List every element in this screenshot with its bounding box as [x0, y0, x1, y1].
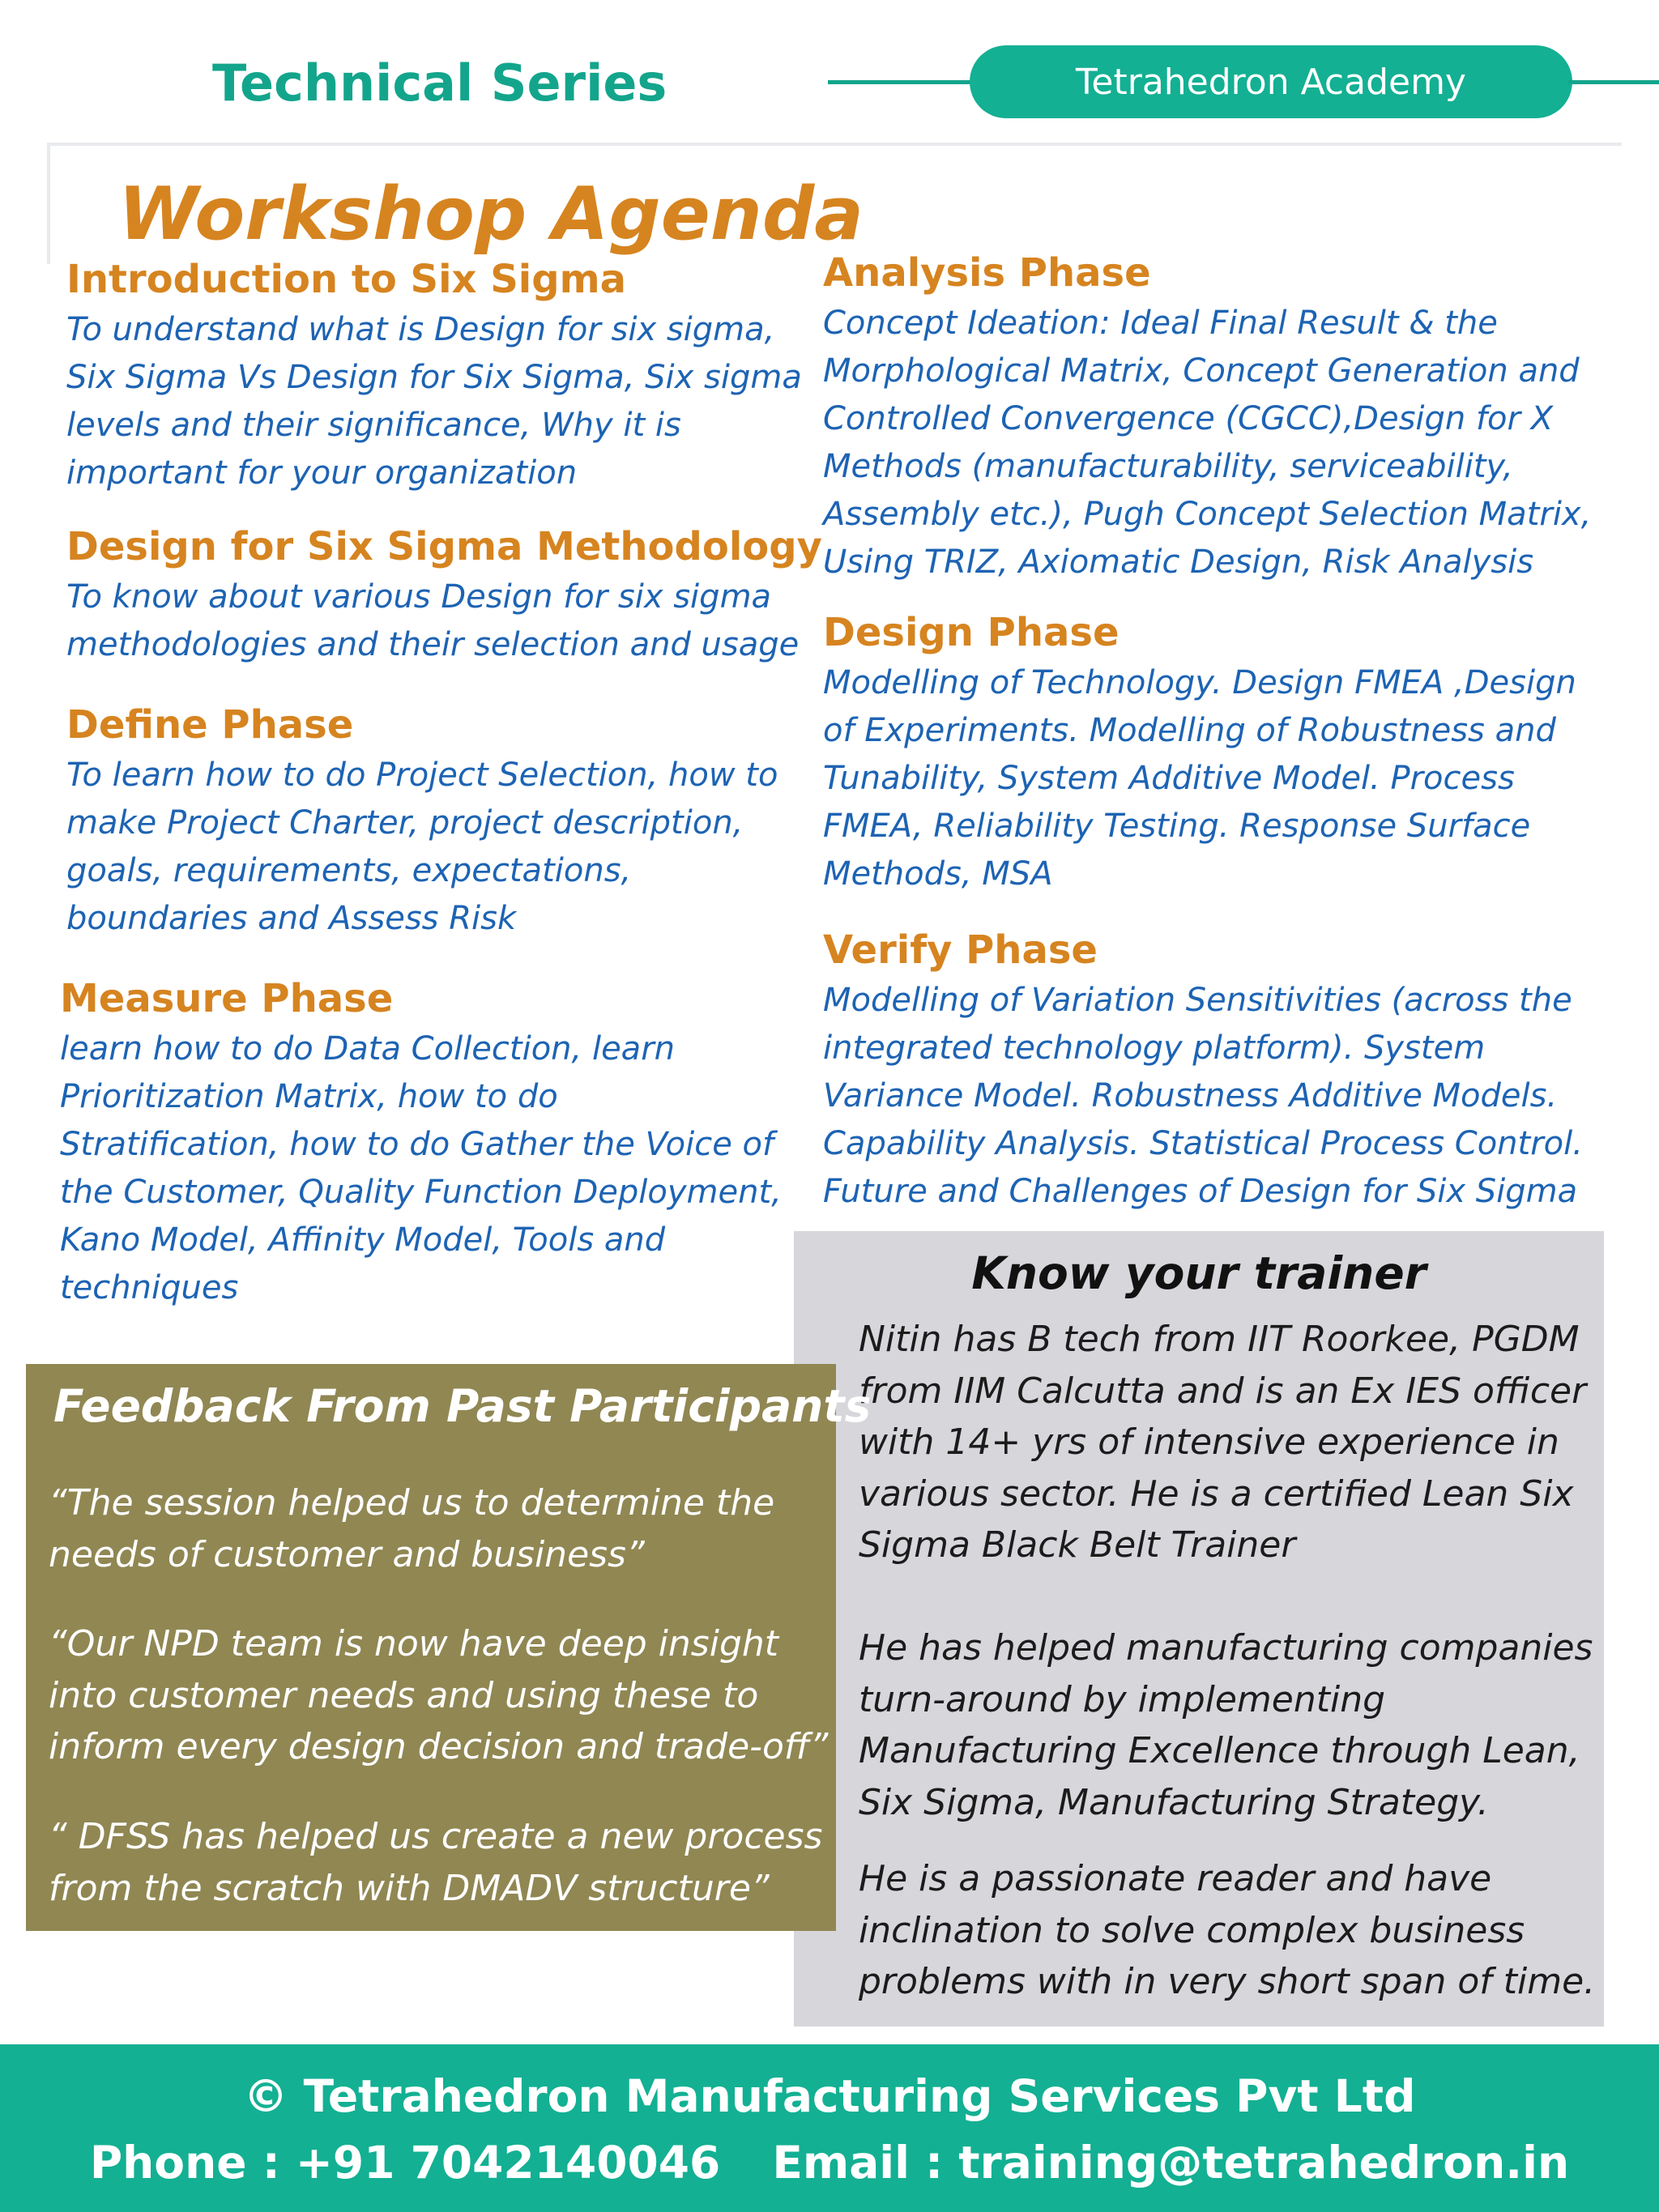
footer-email[interactable]: Email : training@tetrahedron.in	[772, 2137, 1570, 2189]
section-body: Modelling of Technology. Design FMEA ,Design of Experiments. Modelling of Robustness and Tunability, System Additive Model. Process FMEA, Reliability Testing. Response Surface Methods, MSA	[823, 664, 1576, 893]
feedback-panel	[26, 1364, 872, 1931]
feedback-heading: Feedback From Past Participants	[53, 1380, 872, 1432]
section-body: learn how to do Data Collection, learn Prioritization Matrix, how to do Stratification, how to do Gather the Voice of the Customer, Quality Function Deployment, Kano Model, Affinity Model, Tools and techniques	[60, 1030, 782, 1306]
section-body: To learn how to do Project Selection, how to make Project Charter, project description, goals, requirements, expectations, boundaries and Assess Risk	[66, 757, 778, 937]
section-analysis-phase	[823, 249, 1591, 586]
section-design-phase	[823, 609, 1576, 898]
section-define-phase	[66, 701, 778, 943]
section-heading: Verify Phase	[823, 927, 1098, 973]
section-heading: Analysis Phase	[823, 250, 1151, 296]
header-rule-right	[1568, 80, 1659, 84]
header-rule-left	[828, 80, 974, 84]
section-dfss-methodology	[66, 523, 822, 669]
footer-contact	[0, 2137, 1659, 2189]
section-heading: Introduction to Six Sigma	[66, 257, 626, 302]
trainer-paragraph: He is a passionate reader and have inclination to solve complex business problems with in very short span of time.	[859, 1858, 1596, 2002]
section-heading: Measure Phase	[60, 976, 394, 1021]
section-heading: Define Phase	[66, 702, 354, 748]
feedback-quote: “The session helped us to determine the needs of customer and business”	[49, 1482, 775, 1575]
agenda-title: Workshop Agenda	[118, 172, 864, 257]
series-title: Technical Series	[212, 53, 667, 113]
trainer-paragraph: Nitin has B tech from IIT Roorkee, PGDM from IIM Calcutta and is an Ex IES officer with 14+ yrs of intensive experience in various sector. He is a certified Lean Six Sigma Black Belt Trainer	[859, 1319, 1587, 1566]
footer	[0, 2044, 1659, 2212]
section-body: To know about various Design for six sigma methodologies and their selection and usage	[66, 578, 800, 663]
academy-badge	[970, 45, 1572, 118]
frame-left-rule	[47, 143, 50, 264]
academy-label: Tetrahedron Academy	[1076, 61, 1466, 103]
trainer-panel	[794, 1231, 1604, 2027]
section-measure-phase	[60, 975, 782, 1312]
section-heading: Design for Six Sigma Methodology	[66, 524, 822, 569]
frame-top-rule	[47, 143, 1622, 146]
trainer-paragraph: He has helped manufacturing companies turn-around by implementing Manufacturing Excellence through Lean, Six Sigma, Manufacturing Strategy.	[859, 1627, 1593, 1823]
footer-company: © Tetrahedron Manufacturing Services Pvt Ltd	[243, 2070, 1416, 2122]
footer-phone: Phone : +91 7042140046	[89, 2137, 721, 2189]
section-body: Modelling of Variation Sensitivities (across the integrated technology platform). System Variance Model. Robustness Additive Models. Capability Analysis. Statistical Process Control. Future and Challenges of Design for Six Sigma	[823, 982, 1583, 1210]
trainer-heading: Know your trainer	[971, 1247, 1427, 1299]
feedback-quote: “Our NPD team is now have deep insight into customer needs and using these to inform every design decision and trade-off”	[49, 1623, 829, 1767]
section-verify-phase	[823, 927, 1583, 1216]
feedback-quote: “ DFSS has helped us create a new process from the scratch with DMADV structure”	[49, 1816, 823, 1909]
section-heading: Design Phase	[823, 610, 1120, 655]
section-intro-six-sigma	[66, 256, 802, 497]
section-body: Concept Ideation: Ideal Final Result & the Morphological Matrix, Concept Generation and Controlled Convergence (CGCC),Design for X Methods (manufacturability, serviceability, Assembly etc.), Pugh Concept Selection Matrix, Using TRIZ, Axiomatic Design, Risk Analysis	[823, 305, 1592, 581]
section-body: To understand what is Design for six sigma, Six Sigma Vs Design for Six Sigma, Six sigma levels and their significance, Why it is important for your organization	[66, 311, 802, 492]
